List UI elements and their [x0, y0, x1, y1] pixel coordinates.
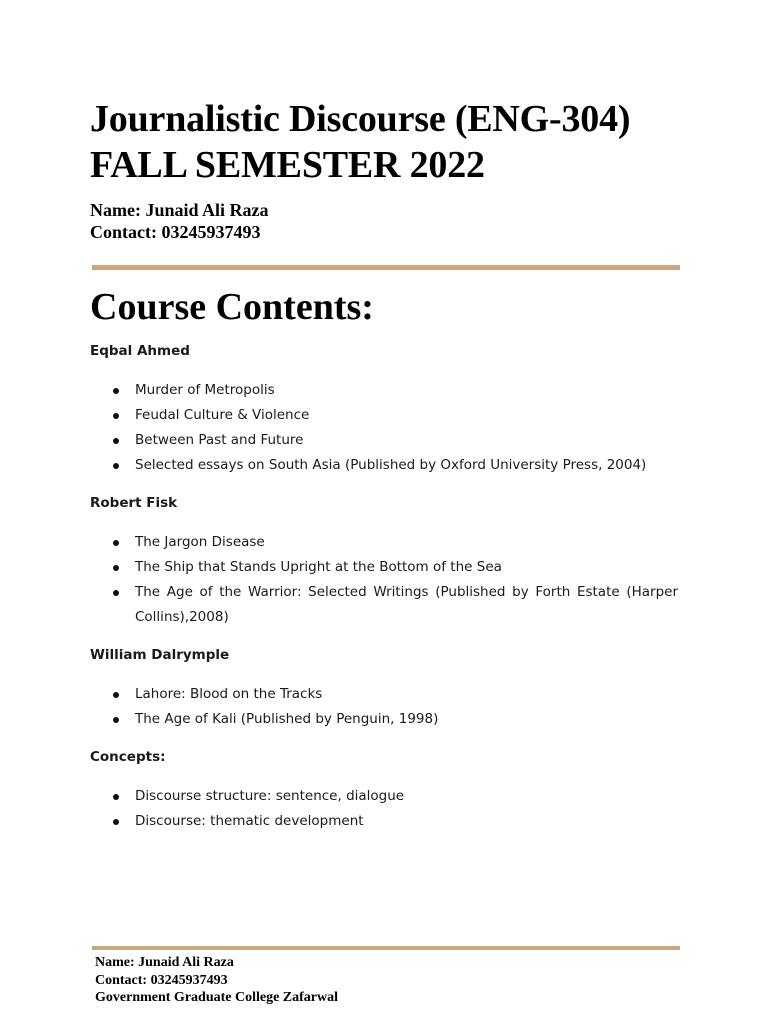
list-item-text: The Jargon Disease [135, 534, 265, 550]
list-item [90, 809, 678, 834]
bullet-icon [113, 794, 119, 800]
list-item-text: Discourse: thematic development [135, 813, 364, 829]
page-footer [95, 954, 338, 1007]
list-item-text: Lahore: Blood on the Tracks [135, 686, 323, 702]
header-divider [92, 265, 680, 270]
list-item [90, 555, 678, 580]
list-item [90, 378, 678, 403]
list-item-text: The Age of the Warrior: Selected Writings (Published by Forth Estate (Harper Collins),2008) [135, 584, 678, 625]
bullet-icon [113, 819, 119, 825]
list-item [90, 682, 678, 707]
list-item [90, 784, 678, 809]
list-item-text: Feudal Culture & Violence [135, 407, 310, 423]
list-item-text: Selected essays on South Asia (Published by Oxford University Press, 2004) [135, 457, 647, 473]
bullet-list [90, 530, 678, 630]
footer-college: Government Graduate College Zafarwal [95, 990, 339, 1005]
course-contents [90, 340, 678, 848]
list-item [90, 707, 678, 732]
bullet-icon [113, 540, 119, 546]
bullet-icon [113, 565, 119, 571]
bullet-icon [113, 388, 119, 394]
list-item [90, 428, 678, 453]
bullet-icon [113, 590, 119, 596]
bullet-icon [113, 413, 119, 419]
list-item-text: Between Past and Future [135, 432, 304, 448]
author-info [90, 199, 269, 243]
list-item-text: The Ship that Stands Upright at the Bottom of the Sea [135, 559, 502, 575]
footer-contact: Contact: 03245937493 [95, 972, 228, 988]
section-william-dalrymple [90, 644, 678, 732]
author-contact: Contact: 03245937493 [90, 222, 261, 242]
title-course: Journalistic Discourse (ENG-304) [90, 98, 631, 140]
section-eqbal-ahmed [90, 340, 678, 478]
bullet-list [90, 378, 678, 478]
footer-divider [92, 946, 680, 950]
section-robert-fisk [90, 492, 678, 630]
bullet-icon [113, 438, 119, 444]
list-item [90, 580, 678, 630]
list-item [90, 403, 678, 428]
bullet-icon [113, 692, 119, 698]
document-title [90, 96, 630, 188]
list-item [90, 453, 678, 478]
section-title: Eqbal Ahmed [90, 343, 190, 359]
bullet-icon [113, 463, 119, 469]
list-item-text: Discourse structure: sentence, dialogue [135, 788, 405, 804]
bullet-list [90, 682, 678, 732]
list-item [90, 530, 678, 555]
author-name: Name: Junaid Ali Raza [90, 200, 269, 220]
bullet-list [90, 784, 678, 834]
section-title: William Dalrymple [90, 647, 230, 663]
list-item-text: Murder of Metropolis [135, 382, 275, 398]
title-semester: FALL SEMESTER 2022 [90, 144, 485, 186]
footer-name: Name: Junaid Ali Raza [95, 955, 234, 970]
section-concepts [90, 746, 678, 834]
bullet-icon [113, 717, 119, 723]
list-item-text: The Age of Kali (Published by Penguin, 1998) [135, 711, 439, 727]
section-title: Robert Fisk [90, 495, 178, 511]
course-contents-heading: Course Contents: [90, 286, 374, 328]
section-title: Concepts: [90, 749, 166, 765]
